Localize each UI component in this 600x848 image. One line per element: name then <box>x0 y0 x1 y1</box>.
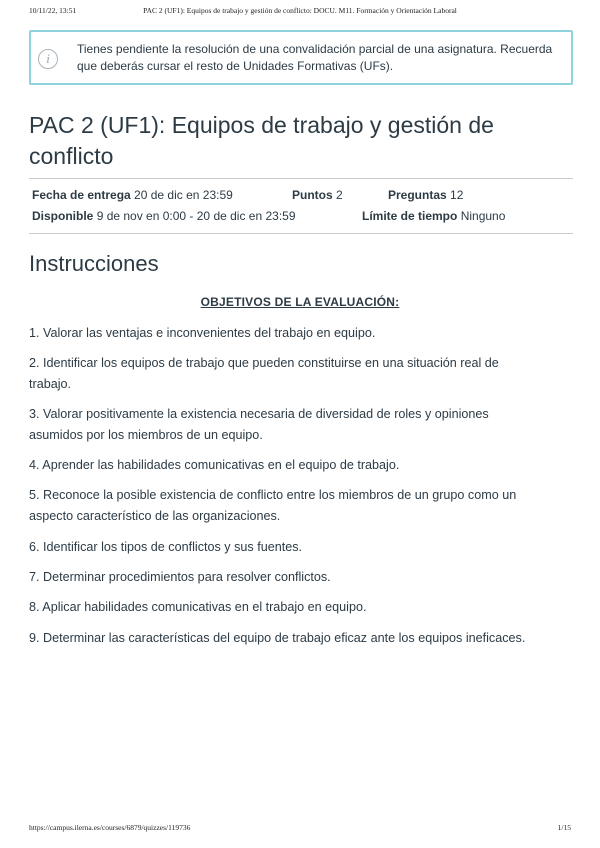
points-value: 2 <box>336 188 343 202</box>
print-header <box>29 6 571 18</box>
instructions-heading: Instrucciones <box>29 251 159 276</box>
convalidation-notice <box>29 30 573 85</box>
time-limit-value: Ninguno <box>460 209 506 223</box>
divider <box>29 233 573 234</box>
points-label: Puntos <box>292 188 333 202</box>
print-page-title: PAC 2 (UF1): Equipos de trabajo y gestión de conflicto: DOCU. M11. Formación y Orientación Laboral <box>143 6 457 15</box>
list-item: 5. Reconoce la posible existencia de conflicto entre los miembros de un grupo como un aspecto característico de las organizaciones. <box>29 488 517 523</box>
list-item: 8. Aplicar habilidades comunicativas en el trabajo en equipo. <box>29 600 367 614</box>
list-item: 7. Determinar procedimientos para resolver conflictos. <box>29 570 331 584</box>
list-item: 6. Identificar los tipos de conflictos y sus fuentes. <box>29 540 303 554</box>
questions-value: 12 <box>450 188 464 202</box>
print-footer <box>29 823 571 835</box>
list-item: 2. Identificar los equipos de trabajo que pueden constituirse en una situación real de trabajo. <box>29 356 499 391</box>
available-label: Disponible <box>32 209 94 223</box>
print-timestamp: 10/11/22, 13:51 <box>29 6 77 15</box>
print-url: https://campus.ilerna.es/courses/6879/quizzes/119736 <box>29 823 191 832</box>
quiz-title: PAC 2 (UF1): Equipos de trabajo y gestión de conflicto <box>29 112 494 169</box>
time-limit-label: Límite de tiempo <box>362 209 458 223</box>
availability <box>32 208 296 224</box>
objectives-title: OBJETIVOS DE LA EVALUACIÓN: <box>200 295 400 309</box>
notice-text: Tienes pendiente la resolución de una convalidación parcial de una asignatura. Recuerda que deberás cursar el resto de Unidades Formativas (UFs). <box>77 42 553 73</box>
list-item: 9. Determinar las características del equipo de trabajo eficaz ante los equipos ineficaces. <box>29 631 526 645</box>
time-limit <box>362 208 505 224</box>
points <box>292 187 343 203</box>
list-item: 3. Valorar positivamente la existencia necesaria de diversidad de roles y opiniones asumidos por los miembros de un equipo. <box>29 407 489 442</box>
available-value: 9 de nov en 0:00 - 20 de dic en 23:59 <box>96 209 296 223</box>
list-item: 1. Valorar las ventajas e inconvenientes del trabajo en equipo. <box>29 326 376 340</box>
info-icon: i <box>38 49 58 69</box>
divider <box>29 178 573 179</box>
questions <box>388 187 463 203</box>
list-item: 4. Aprender las habilidades comunicativas en el equipo de trabajo. <box>29 458 400 472</box>
due-value: 20 de dic en 23:59 <box>134 188 233 202</box>
page-number: 1/15 <box>557 823 571 832</box>
due-label: Fecha de entrega <box>32 188 131 202</box>
questions-label: Preguntas <box>388 188 447 202</box>
due-date <box>32 187 233 203</box>
